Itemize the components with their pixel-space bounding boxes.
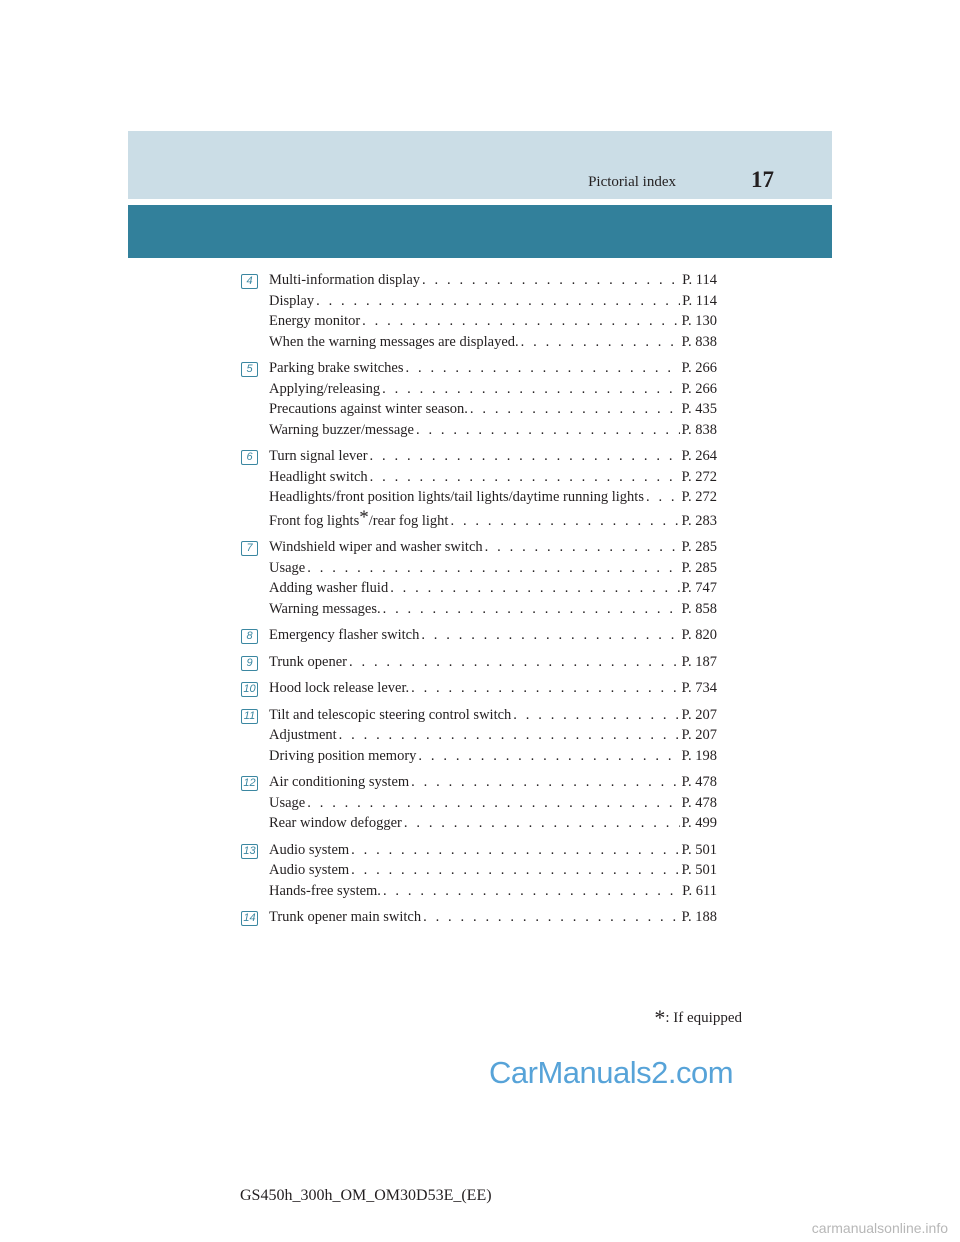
index-label: Warning buzzer/message [269, 421, 414, 438]
index-line [269, 652, 717, 673]
index-label: Energy monitor [269, 313, 361, 329]
page-reference: P. 838 [681, 421, 717, 438]
index-entry [241, 446, 717, 531]
page-reference: P. 130 [681, 313, 717, 329]
index-label: Audio system [269, 862, 350, 878]
index-label: Hood lock release lever. [269, 680, 410, 696]
index-entry [241, 270, 717, 352]
index-line [269, 311, 717, 332]
index-label: Headlight switch [269, 468, 368, 485]
watermark-logo: CarManuals2.com [489, 1055, 734, 1090]
index-line [269, 467, 717, 488]
footnote-text: : If equipped [665, 1010, 742, 1026]
dot-leader [339, 725, 680, 746]
page-reference: P. 734 [681, 680, 717, 696]
dot-leader [422, 270, 680, 291]
index-entry [241, 652, 717, 673]
asterisk-icon: * [359, 506, 369, 528]
page-reference: P. 499 [681, 815, 717, 831]
dot-leader [406, 358, 680, 379]
index-line [269, 446, 717, 467]
index-label: Driving position memory [269, 747, 417, 764]
page-reference: P. 207 [681, 727, 717, 743]
page-reference: P. 858 [681, 600, 717, 617]
dot-leader [404, 813, 680, 834]
index-line [269, 599, 717, 620]
callout-number-badge: 8 [241, 629, 258, 644]
index-line [269, 420, 717, 441]
index-line [269, 270, 717, 291]
index-label: Emergency flasher switch [269, 627, 420, 643]
page-reference: P. 285 [681, 559, 717, 576]
index-entry [241, 772, 717, 834]
index-label: Multi-information display [269, 272, 421, 288]
index-line [269, 793, 717, 814]
dot-leader [382, 379, 679, 400]
page-reference: P. 114 [682, 292, 717, 309]
index-label: Usage [269, 559, 306, 576]
index-label: Rear window defogger [269, 815, 402, 831]
page-reference: P. 478 [681, 774, 717, 790]
index-label: Precautions against winter season. [269, 401, 468, 417]
callout-number-badge: 4 [241, 274, 258, 289]
index-label: When the warning messages are displayed. [269, 333, 519, 350]
section-title: Pictorial index [588, 174, 676, 190]
index-entry [241, 705, 717, 767]
dot-leader [370, 467, 680, 488]
index-label-part: Front fog lights [269, 512, 360, 529]
page-reference: P. 114 [682, 272, 717, 288]
callout-number-badge: 11 [241, 709, 258, 724]
dot-leader [383, 599, 680, 620]
dot-leader [416, 420, 680, 441]
dot-leader [351, 840, 679, 861]
index-line [269, 291, 717, 312]
index-line [269, 379, 717, 400]
page-reference: P. 501 [681, 841, 717, 858]
dot-leader [370, 446, 680, 467]
index-label: Display [269, 292, 315, 309]
dot-leader [316, 291, 680, 312]
index-label: Adjustment [269, 727, 337, 743]
index-entries [241, 270, 717, 934]
index-label: Trunk opener main switch [269, 909, 422, 925]
index-label: Tilt and telescopic steering control switch [269, 706, 512, 723]
index-entry [241, 678, 717, 699]
index-label: Trunk opener [269, 653, 348, 670]
dot-leader [349, 652, 680, 673]
index-label: Turn signal lever [269, 448, 368, 464]
dot-leader [485, 537, 680, 558]
index-label: Windshield wiper and washer switch [269, 539, 483, 555]
index-line [269, 881, 717, 902]
callout-number-badge: 14 [241, 911, 258, 926]
dot-leader [513, 705, 679, 726]
page-reference: P. 187 [681, 653, 717, 670]
page-reference: P. 272 [681, 489, 717, 505]
callout-number-badge: 10 [241, 682, 258, 697]
index-line [269, 537, 717, 558]
dot-leader [307, 558, 679, 579]
dot-leader [646, 487, 680, 508]
index-line [269, 772, 717, 793]
index-entry [241, 358, 717, 440]
page-reference: P. 188 [681, 909, 717, 925]
page-reference: P. 266 [681, 360, 717, 376]
page-reference: P. 435 [681, 401, 717, 417]
footnote [654, 1005, 742, 1030]
dot-leader [383, 881, 680, 902]
callout-number-badge: 7 [241, 541, 258, 556]
page-reference: P. 611 [682, 882, 717, 899]
site-watermark: carmanualsonline.info [811, 1220, 948, 1236]
dot-leader [411, 772, 679, 793]
index-label: Air conditioning system [269, 774, 410, 790]
dot-leader [521, 332, 680, 353]
page-reference: P. 501 [681, 862, 717, 878]
index-line [269, 860, 717, 881]
index-entry [241, 840, 717, 902]
dot-leader [307, 793, 679, 814]
page-number: 17 [751, 167, 774, 192]
page-reference: P. 820 [681, 627, 717, 643]
index-line [269, 840, 717, 861]
callout-number-badge: 9 [241, 656, 258, 671]
index-label: Usage [269, 794, 306, 811]
index-line [269, 399, 717, 420]
dot-leader [390, 578, 679, 599]
index-line [269, 558, 717, 579]
index-entry [241, 907, 717, 928]
callout-number-badge: 5 [241, 362, 258, 377]
page-reference: P. 272 [681, 468, 717, 485]
index-label: Headlights/front position lights/tail lights/daytime running lights [269, 489, 644, 505]
page-reference: P. 283 [681, 512, 717, 529]
index-label: Applying/releasing [269, 380, 381, 397]
header-accent-bar [128, 205, 832, 258]
index-line [269, 678, 717, 699]
index-line [269, 813, 717, 834]
index-line [269, 705, 717, 726]
index-line [269, 487, 717, 508]
callout-number-badge: 13 [241, 844, 258, 859]
callout-number-badge: 12 [241, 776, 258, 791]
index-label: Audio system [269, 841, 350, 858]
index-line [269, 746, 717, 767]
dot-leader [470, 399, 680, 420]
index-line [269, 578, 717, 599]
page-reference: P. 198 [681, 747, 717, 764]
index-label: Adding washer fluid [269, 580, 389, 596]
index-entry [241, 537, 717, 619]
dot-leader [450, 511, 679, 532]
document-code: GS450h_300h_OM_OM30D53E_(EE) [240, 1187, 492, 1204]
index-line [269, 725, 717, 746]
index-line [269, 625, 717, 646]
dot-leader [418, 746, 679, 767]
index-label: Hands-free system. [269, 882, 381, 899]
dot-leader [362, 311, 679, 332]
dot-leader [421, 625, 679, 646]
page-reference: P. 207 [681, 706, 717, 723]
dot-leader [351, 860, 679, 881]
index-label-part: /rear fog light [368, 512, 449, 529]
page-reference: P. 838 [681, 333, 717, 350]
index-label: Parking brake switches [269, 360, 404, 376]
callout-number-badge: 6 [241, 450, 258, 465]
dot-leader [411, 678, 679, 699]
index-line [269, 907, 717, 928]
page-reference: P. 478 [681, 794, 717, 811]
index-line [269, 358, 717, 379]
page-reference: P. 285 [681, 539, 717, 555]
page-reference: P. 264 [681, 448, 717, 464]
index-label: Warning messages. [269, 600, 381, 617]
dot-leader [423, 907, 679, 928]
header-band [128, 131, 832, 199]
index-line [269, 332, 717, 353]
page-reference: P. 266 [681, 380, 717, 397]
page-reference: P. 747 [681, 580, 717, 596]
index-entry [241, 625, 717, 646]
asterisk-icon: * [654, 1005, 666, 1030]
index-line [269, 508, 717, 532]
index-label [269, 508, 448, 532]
